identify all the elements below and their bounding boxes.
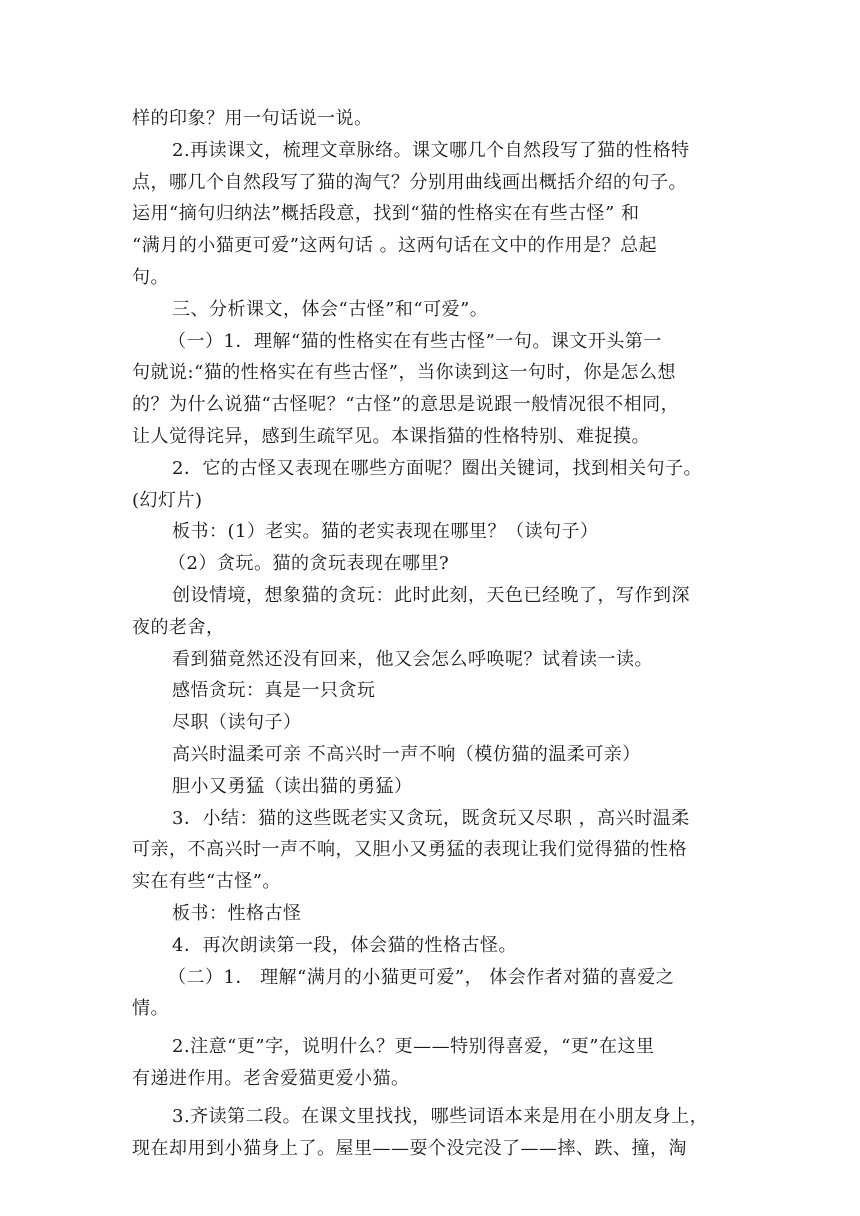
text-line: 3．小结：猫的这些既老实又贪玩，既贪玩又尽职 ，高兴时温柔 (172, 807, 690, 829)
text-line: 2．它的古怪又表现在哪些方面呢？圈出关键词，找到相关句子。 (172, 457, 702, 479)
text-line: 夜的老舍， (132, 616, 225, 638)
text-line: 可亲，不高兴时一声不响，又胆小又勇猛的表现让我们觉得猫的性格 (132, 839, 687, 861)
text-line: （2）贪玩。猫的贪玩表现在哪里? (168, 553, 450, 575)
text-line: 2.再读课文，梳理文章脉络。课文哪几个自然段写了猫的性格特 (172, 139, 690, 161)
text-line: 4．再次朗读第一段，体会猫的性格古怪。 (172, 934, 517, 956)
document-body (132, 103, 732, 1164)
text-line: 句就说:“猫的性格实在有些古怪”，当你读到这一句时，你是怎么想 (132, 362, 676, 384)
text-line: 2.注意“更”字，说明什么？更——特别得喜爱，“更”在这里 (172, 1036, 655, 1058)
text-line: 让人觉得诧异，感到生疏罕见。本课指猫的性格特别、难捉摸。 (132, 425, 650, 447)
text-line: 感悟贪玩：真是一只贪玩 (172, 680, 376, 702)
text-line: 有递进作用。老舍爱猫更爱小猫。 (132, 1067, 410, 1089)
text-line: （一）1．理解“猫的性格实在有些古怪”一句。课文开头第一 (168, 330, 662, 352)
text-line: 的？为什么说猫“古怪呢？“古怪”的意思是说跟一般情况很不相同， (132, 394, 680, 416)
text-line: 句。 (132, 266, 169, 288)
blackboard-note: 板书：(1）老实。猫的老实表现在哪里？（读句子） (172, 521, 599, 543)
text-line: 尽职（读句子） (172, 712, 302, 734)
text-line: 情。 (132, 998, 169, 1020)
section-heading: 三、分析课文，体会“古怪”和“可爱”。 (172, 298, 489, 320)
text-line: 看到猫竟然还没有回来，他又会怎么呼唤呢？试着读一读。 (172, 648, 653, 670)
text-line: 现在却用到小猫身上了。屋里——耍个没完没了——摔、跌、撞，淘 (132, 1137, 687, 1159)
text-line: “满月的小猫更可爱”这两句话 。这两句话在文中的作用是？总起 (132, 235, 658, 257)
text-line: (幻灯片) (132, 489, 203, 511)
text-line: 实在有些“古怪”。 (132, 871, 281, 893)
text-line: （二）1． 理解“满月的小猫更可爱”， 体会作者对猫的喜爱之 (168, 966, 675, 988)
text-line: 胆小又勇猛（读出猫的勇猛） (172, 775, 413, 797)
text-line: 3.齐读第二段。在课文里找找，哪些词语本来是用在小朋友身上， (172, 1105, 709, 1127)
blackboard-note: 板书：性格古怪 (172, 902, 302, 924)
text-line: 高兴时温柔可亲 不高兴时一声不响（模仿猫的温柔可亲） (172, 743, 641, 765)
text-line: 运用“摘句归纳法”概括段意，找到“猫的性格实在有些古怪” 和 (132, 203, 640, 225)
text-line: 创设情境，想象猫的贪玩：此时此刻，天色已经晚了，写作到深 (172, 584, 690, 606)
text-line: 点，哪几个自然段写了猫的淘气？分别用曲线画出概括介绍的句子。 (132, 171, 687, 193)
text-line: 样的印象？用一句话说一说。 (132, 108, 373, 129)
